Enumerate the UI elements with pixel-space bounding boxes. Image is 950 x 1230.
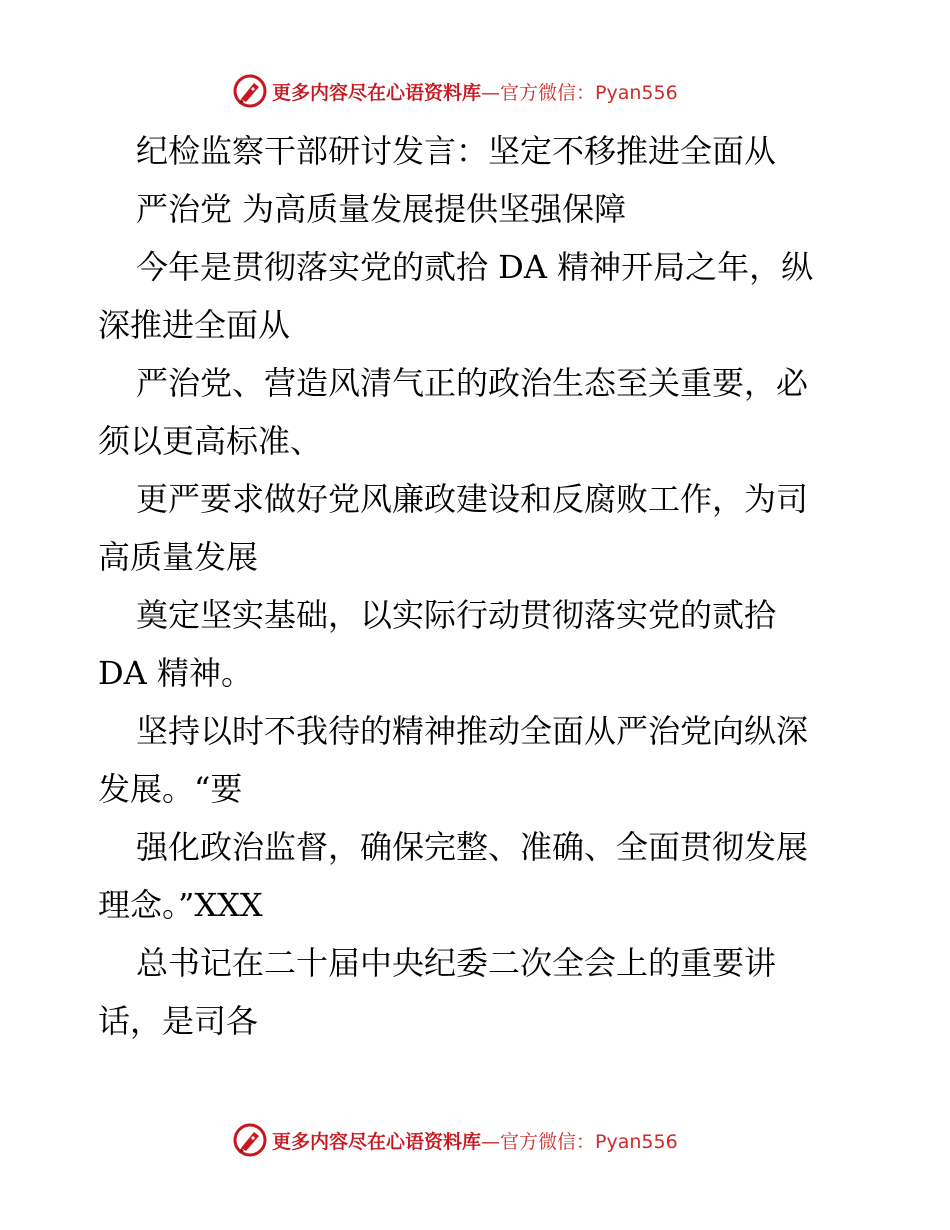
text-line: 严治党、营造风清气正的政治生态至关重要，必 — [136, 364, 809, 402]
text-line: DA 精神。 — [98, 654, 253, 692]
watermark-brand-text: 更多内容尽在心语资料库 — [272, 81, 482, 104]
text-line: 更严要求做好党风廉政建设和反腐败工作，为司 — [136, 480, 809, 518]
text-line: 发展。“要 — [98, 770, 243, 808]
text-line: 今年是贯彻落实党的贰拾 DA 精神开局之年，纵 — [136, 248, 814, 286]
text-line: 理念。”XXX — [98, 886, 263, 924]
watermark-contact-text: —官方微信：Pyan556 — [481, 1130, 678, 1153]
text-line: 话，是司各 — [98, 1002, 259, 1040]
document-body — [98, 122, 858, 1050]
text-line: 高质量发展 — [98, 538, 259, 576]
text-line: 总书记在二十届中央纪委二次全会上的重要讲 — [136, 944, 777, 982]
text-line: 须以更高标准、 — [98, 422, 323, 460]
watermark-banner-top — [232, 73, 678, 109]
text-line: 强化政治监督，确保完整、准确、全面贯彻发展 — [136, 828, 809, 866]
watermark-banner-bottom — [232, 1122, 678, 1158]
text-line: 坚持以时不我待的精神推动全面从严治党向纵深 — [136, 712, 809, 750]
text-line: 深推进全面从 — [98, 306, 291, 344]
text-line: 奠定坚实基础，以实际行动贯彻落实党的贰拾 — [136, 596, 777, 634]
pen-nib-logo-icon — [232, 1122, 268, 1158]
watermark-brand-text: 更多内容尽在心语资料库 — [272, 1130, 482, 1153]
title-line-2: 严治党 为高质量发展提供坚强保障 — [136, 190, 627, 228]
watermark-contact-text: —官方微信：Pyan556 — [481, 81, 678, 104]
pen-nib-logo-icon — [232, 73, 268, 109]
title-line-1: 纪检监察干部研讨发言：坚定不移推进全面从 — [136, 132, 777, 170]
